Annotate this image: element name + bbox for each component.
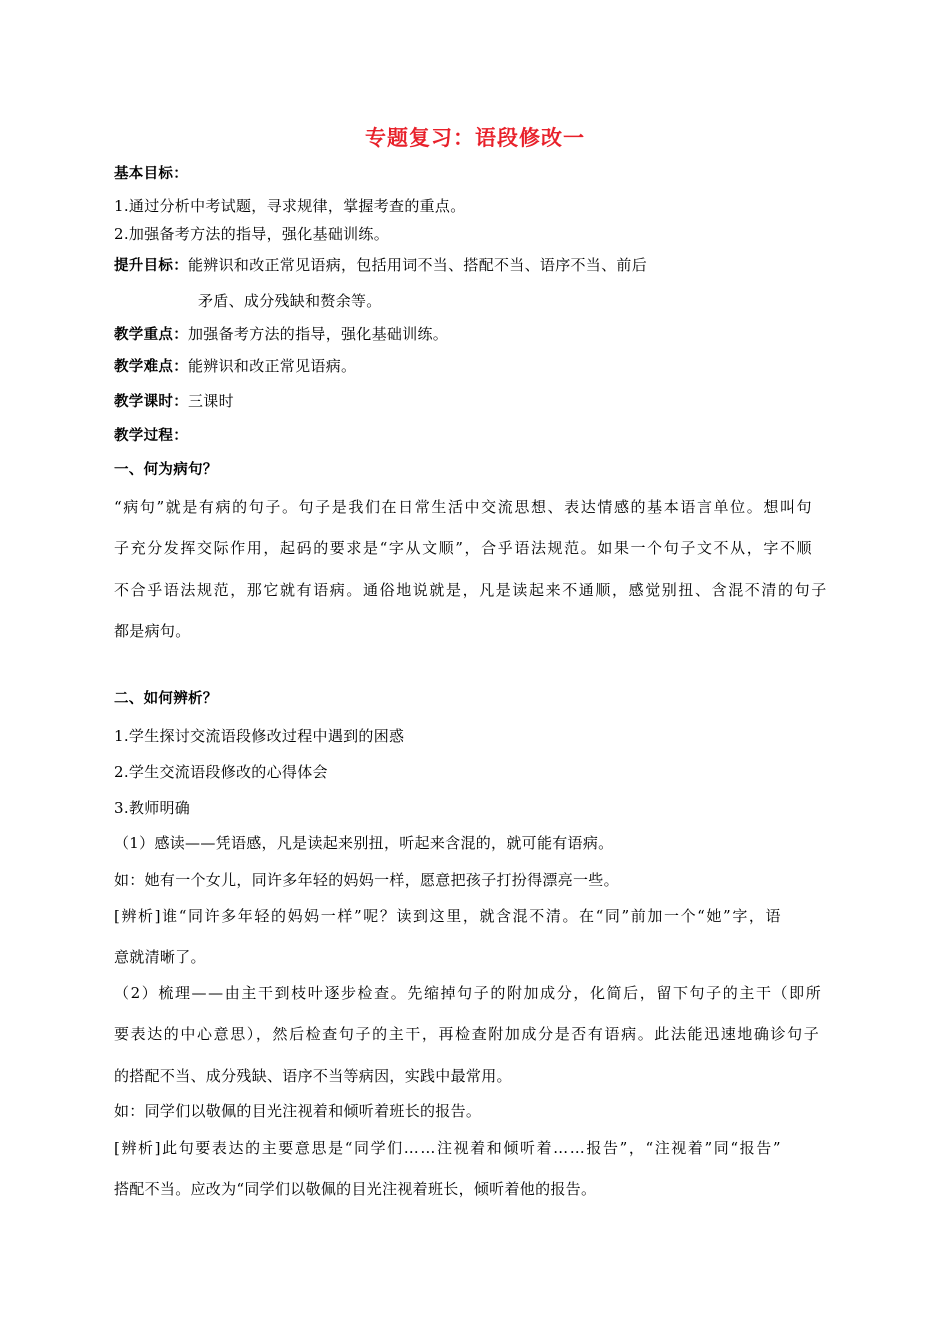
- basic-goals-label: 基本目标：: [114, 166, 188, 182]
- example-line: 如：她有一个女儿，同许多年轻的妈妈一样，愿意把孩子打扮得漂亮一些。: [114, 871, 619, 889]
- analysis-line: [辨析]谁“同许多年轻的妈妈一样”呢？读到这里，就含混不清。在“同”前加一个“她”字，语: [114, 907, 783, 925]
- teaching-hours-line: [114, 391, 234, 412]
- teaching-focus-text: 加强备考方法的指导，强化基础训练。: [188, 325, 449, 343]
- teaching-process-label: 教学过程：: [114, 428, 188, 444]
- list-item: 1.学生探讨交流语段修改过程中遇到的困惑: [114, 727, 405, 745]
- teaching-focus-line: [114, 324, 448, 345]
- basic-goal-item: 1.通过分析中考试题，寻求规律，掌握考查的重点。: [114, 197, 466, 215]
- list-item: 2.学生交流语段修改的心得体会: [114, 763, 328, 781]
- advanced-goals-text: 能辨识和改正常见语病，包括用词不当、搭配不当、语序不当、前后: [188, 256, 648, 274]
- paragraph-line: “病句”就是有病的句子。句子是我们在日常生活中交流思想、表达情感的基本语言单位。想叫句: [114, 498, 814, 516]
- method-line: （1）感读——凭语感，凡是读起来别扭，听起来含混的，就可能有语病。: [114, 834, 614, 852]
- teaching-difficulty-label: 教学难点：: [114, 359, 188, 375]
- paragraph-line: 不合乎语法规范，那它就有语病。通俗地说就是，凡是读起来不通顺，感觉别扭、含混不清的句子: [114, 581, 828, 599]
- paragraph-line: 子充分发挥交际作用，起码的要求是“字从文顺”，合乎语法规范。如果一个句子文不从，字不顺: [114, 539, 814, 557]
- basic-goal-item: 2.加强备考方法的指导，强化基础训练。: [114, 225, 390, 243]
- analysis-line: [辨析]此句要表达的主要意思是“同学们……注视着和倾听着……报告”，“注视着”同“报告”: [114, 1139, 783, 1157]
- list-item: 3.教师明确: [114, 799, 191, 817]
- document-title: 专题复习：语段修改一: [365, 126, 585, 150]
- advanced-goals-line: [114, 255, 647, 276]
- advanced-goals-continuation: 矛盾、成分残缺和赘余等。: [198, 292, 382, 310]
- method-line: 的搭配不当、成分残缺、语序不当等病因，实践中最常用。: [114, 1067, 512, 1085]
- teaching-hours-text: 三课时: [188, 392, 234, 410]
- advanced-goals-label: 提升目标：: [114, 258, 188, 274]
- teaching-difficulty-line: [114, 356, 356, 377]
- section-heading: 二、如何辨析？: [114, 691, 218, 707]
- method-line: （2）梳理——由主干到枝叶逐步检查。先缩掉句子的附加成分，化简后，留下句子的主干（即所: [114, 984, 823, 1002]
- section-heading: 一、何为病句？: [114, 462, 218, 478]
- analysis-line: 搭配不当。应改为“同学们以敬佩的目光注视着班长，倾听着他的报告。: [114, 1180, 597, 1198]
- teaching-difficulty-text: 能辨识和改正常见语病。: [188, 357, 357, 375]
- teaching-focus-label: 教学重点：: [114, 327, 188, 343]
- paragraph-line: 都是病句。: [114, 622, 191, 640]
- method-line: 要表达的中心意思），然后检查句子的主干，再检查附加成分是否有语病。此法能迅速地确诊句子: [114, 1025, 821, 1043]
- example-line: 如：同学们以敬佩的目光注视着和倾听着班长的报告。: [114, 1102, 482, 1120]
- analysis-line: 意就清晰了。: [114, 948, 206, 966]
- teaching-hours-label: 教学课时：: [114, 394, 188, 410]
